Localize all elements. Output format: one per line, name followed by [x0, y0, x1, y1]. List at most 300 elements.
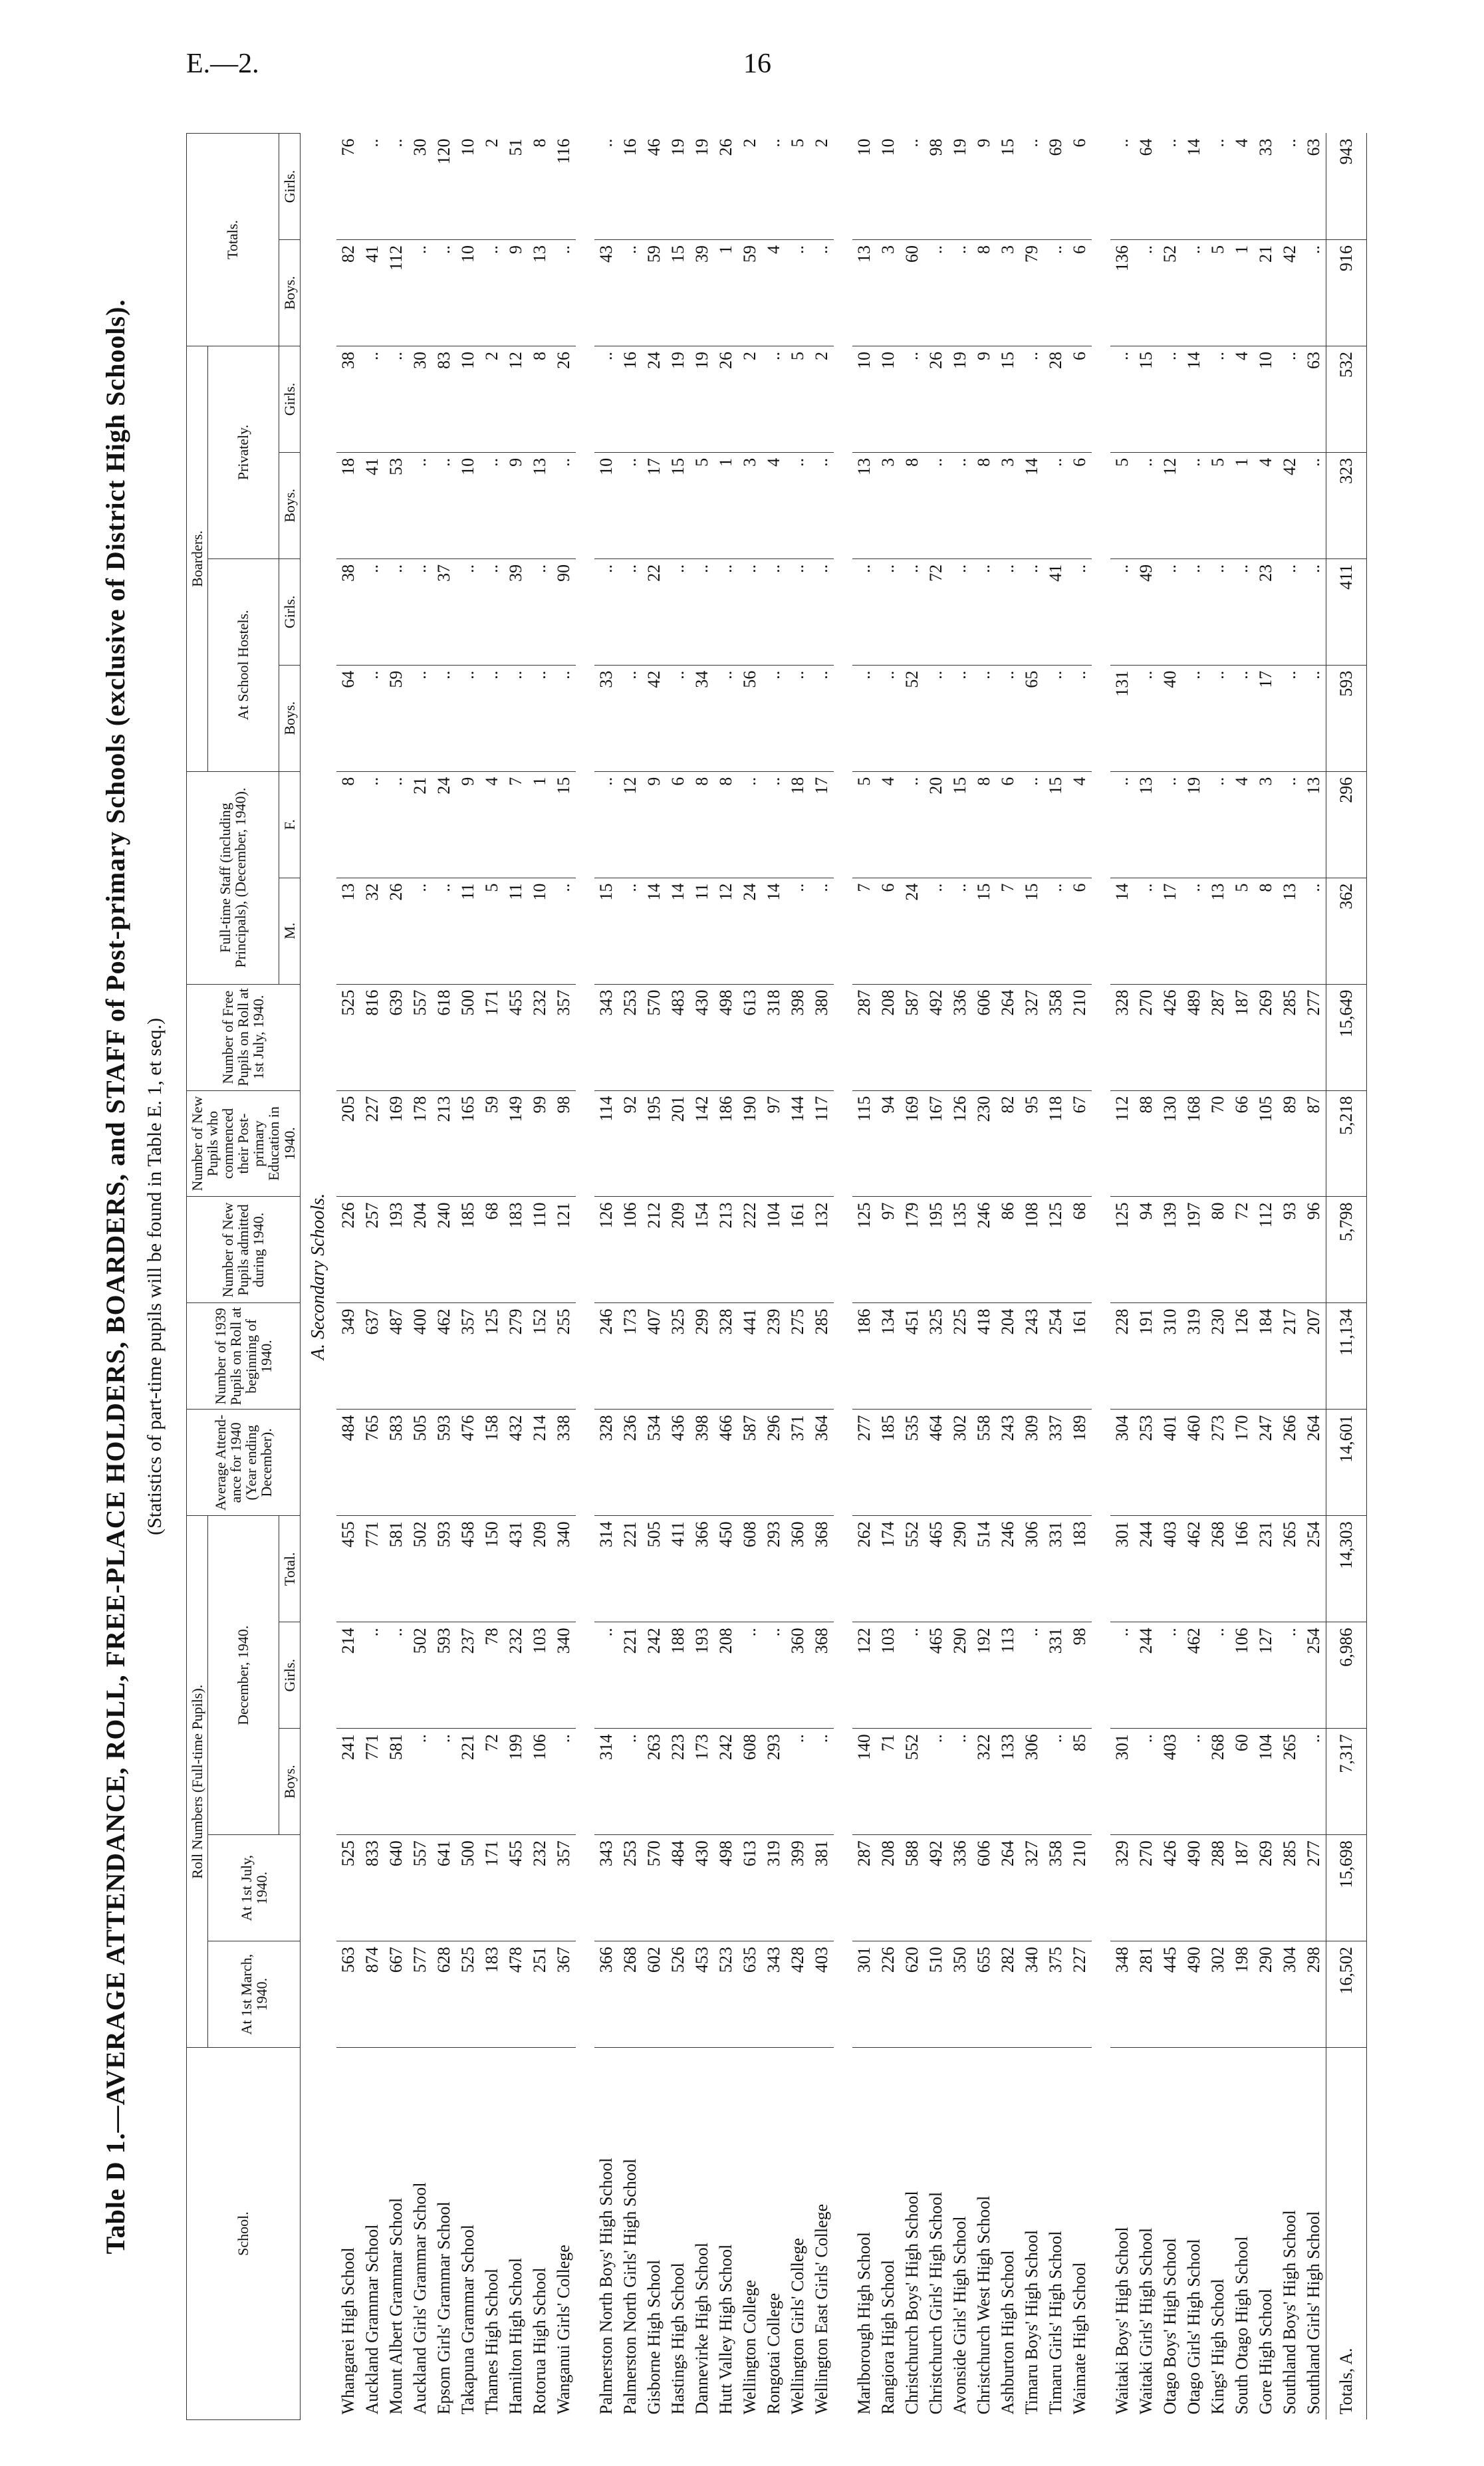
table-cell: 232 [528, 1835, 552, 1941]
table-cell: 125 [480, 1303, 504, 1410]
table-cell: 11 [456, 878, 480, 984]
table-row [432, 134, 456, 2420]
table-cell: .. [480, 665, 504, 771]
table-cell: 431 [504, 1516, 528, 1622]
table-cell: 484 [666, 1835, 690, 1941]
table-row [996, 134, 1020, 2420]
table-cell: 1 [1230, 452, 1254, 558]
table-cell: 11 [690, 878, 714, 984]
table-cell: .. [408, 665, 432, 771]
table-cell: 3 [738, 452, 762, 558]
table-cell: 204 [996, 1303, 1020, 1410]
table-cell: 5 [690, 452, 714, 558]
table-cell: 253 [1134, 1410, 1158, 1516]
table-cell: .. [432, 240, 456, 346]
table-cell: 10 [456, 240, 480, 346]
table-cell: 357 [456, 1303, 480, 1410]
table-cell: 581 [384, 1729, 408, 1835]
table-cell: 15 [996, 134, 1020, 240]
table-row [1044, 134, 1068, 2420]
col-december: December, 1940. [208, 1516, 279, 1835]
table-cell: 602 [642, 1941, 666, 2048]
school-name: Thames High School [481, 2268, 501, 2415]
table-cell: 20 [924, 771, 948, 878]
table-cell: 328 [1110, 984, 1134, 1090]
table-cell: 380 [810, 984, 834, 1090]
table-cell: 209 [666, 1197, 690, 1303]
rotated-table-page [100, 133, 1456, 2420]
table-cell: 113 [996, 1622, 1020, 1729]
table-row [552, 134, 576, 2420]
table-cell: .. [1134, 452, 1158, 558]
table-cell: 9 [642, 771, 666, 878]
table-cell: 130 [1158, 1090, 1182, 1197]
table-cell: .. [1158, 1622, 1182, 1729]
col-totals: Totals. [187, 134, 279, 346]
table-cell: .. [714, 558, 738, 665]
table-cell: 221 [618, 1622, 642, 1729]
table-cell: 635 [738, 1941, 762, 2048]
table-cell: .. [1206, 771, 1230, 878]
table-cell: 139 [1158, 1197, 1182, 1303]
table-cell: 115 [852, 1090, 876, 1197]
table-cell: 319 [1182, 1303, 1206, 1410]
table-cell: 9 [972, 346, 996, 452]
school-name: Wellington Girls' College [787, 2238, 807, 2415]
table-cell: 314 [594, 1729, 618, 1835]
table-cell: 285 [810, 1303, 834, 1410]
table-cell: .. [1110, 1622, 1134, 1729]
table-cell: 2 [738, 346, 762, 452]
table-cell: 277 [1302, 984, 1326, 1090]
table-row [360, 134, 384, 2420]
table-cell: 30 [408, 134, 432, 240]
table-cell: 183 [1068, 1516, 1092, 1622]
table-cell: .. [456, 665, 480, 771]
table-cell: 39 [504, 558, 528, 665]
table-cell: 418 [972, 1303, 996, 1410]
table-cell: .. [360, 346, 384, 452]
table-cell: .. [1044, 452, 1068, 558]
table-cell: 502 [408, 1516, 432, 1622]
table-cell: 126 [948, 1090, 972, 1197]
table-cell: .. [1158, 771, 1182, 878]
table-cell: .. [762, 558, 786, 665]
table-cell: 251 [528, 1941, 552, 2048]
table-cell: 1 [528, 771, 552, 878]
table-row [1230, 134, 1254, 2420]
table-cell: 3 [996, 240, 1020, 346]
table-cell: .. [594, 771, 618, 878]
table-cell: 66 [1230, 1090, 1254, 1197]
table-cell: .. [1302, 558, 1326, 665]
table-cell: 187 [1230, 1835, 1254, 1941]
table-cell: 150 [480, 1516, 504, 1622]
table-cell: 593 [1326, 665, 1366, 771]
table-cell: 210 [1068, 984, 1092, 1090]
table-cell: 195 [642, 1090, 666, 1197]
table-cell: 577 [408, 1941, 432, 2048]
table-cell: 212 [642, 1197, 666, 1303]
table-cell: 458 [456, 1516, 480, 1622]
table-cell: 281 [1134, 1941, 1158, 2048]
table-cell: .. [594, 134, 618, 240]
table-cell: 403 [810, 1941, 834, 2048]
table-cell: 7 [504, 771, 528, 878]
table-cell: 95 [1020, 1090, 1044, 1197]
table-cell: 125 [1110, 1197, 1134, 1303]
table-cell: 277 [1302, 1835, 1326, 1941]
col-avg-attendance: Average Attend-ance for 1940 (Year ending December). [187, 1410, 301, 1516]
table-cell: 403 [1158, 1516, 1182, 1622]
table-cell: 8 [690, 771, 714, 878]
table-cell: 8 [900, 452, 924, 558]
table-cell: .. [432, 452, 456, 558]
table-cell: 51 [504, 134, 528, 240]
table-cell: .. [1020, 558, 1044, 665]
table-cell: .. [786, 240, 810, 346]
table-cell: .. [900, 558, 924, 665]
table-cell: 301 [1110, 1729, 1134, 1835]
table-cell: 523 [714, 1941, 738, 2048]
table-cell: .. [360, 1622, 384, 1729]
table-cell: 606 [972, 984, 996, 1090]
table-cell: 552 [900, 1516, 924, 1622]
school-name: South Otago High School [1231, 2236, 1251, 2415]
table-cell: .. [594, 346, 618, 452]
table-cell: 833 [360, 1835, 384, 1941]
table-cell: 11 [504, 878, 528, 984]
table-cell: 136 [1110, 240, 1134, 346]
table-cell: 628 [432, 1941, 456, 2048]
table-cell: 118 [1044, 1090, 1068, 1197]
table-cell: 268 [1206, 1729, 1230, 1835]
table-cell: 608 [738, 1516, 762, 1622]
table-cell: 79 [1020, 240, 1044, 346]
table-cell: .. [618, 1729, 642, 1835]
table-cell: .. [738, 771, 762, 878]
table-cell: 184 [1254, 1303, 1278, 1410]
table-cell: 28 [1044, 346, 1068, 452]
table-cell: 360 [786, 1622, 810, 1729]
table-cell: 563 [336, 1941, 360, 2048]
table-cell: 89 [1278, 1090, 1302, 1197]
table-cell: 52 [900, 665, 924, 771]
table-cell: 9 [504, 240, 528, 346]
table-cell: 620 [900, 1941, 924, 2048]
table-cell: .. [924, 665, 948, 771]
table-cell: 243 [996, 1410, 1020, 1516]
table-cell: 242 [642, 1622, 666, 1729]
table-cell: 667 [384, 1941, 408, 2048]
table-row [924, 134, 948, 2420]
table-cell: .. [762, 665, 786, 771]
table-cell: .. [924, 1729, 948, 1835]
table-cell: 120 [432, 134, 456, 240]
table-cell: .. [948, 878, 972, 984]
table-cell: 336 [948, 984, 972, 1090]
table-cell: 4 [1254, 452, 1278, 558]
table-cell: .. [786, 878, 810, 984]
table-cell: 78 [480, 1622, 504, 1729]
table-cell: 15 [552, 771, 576, 878]
table-cell: .. [528, 558, 552, 665]
table-cell: 304 [1110, 1410, 1134, 1516]
table-cell: 170 [1230, 1410, 1254, 1516]
table-cell: .. [384, 134, 408, 240]
table-cell: 237 [456, 1622, 480, 1729]
table-cell: 71 [876, 1729, 900, 1835]
table-cell: .. [432, 878, 456, 984]
table-cell: 52 [1158, 240, 1182, 346]
table-cell: 270 [1134, 984, 1158, 1090]
table-cell: 13 [852, 240, 876, 346]
table-cell: 166 [1230, 1516, 1254, 1622]
table-cell: 337 [1044, 1410, 1068, 1516]
table-cell: 526 [666, 1941, 690, 2048]
school-name: Mount Albert Grammar School [386, 2197, 406, 2415]
table-cell: 22 [642, 558, 666, 665]
table-cell: 86 [996, 1197, 1020, 1303]
table-row [738, 134, 762, 2420]
table-cell: 287 [852, 1835, 876, 1941]
table-cell: 16 [618, 134, 642, 240]
table-cell: .. [360, 665, 384, 771]
table-cell: 350 [948, 1941, 972, 2048]
table-cell: 490 [1182, 1835, 1206, 1941]
table-cell: 525 [336, 984, 360, 1090]
table-cell: .. [480, 452, 504, 558]
table-cell: 38 [336, 558, 360, 665]
table-cell: 325 [666, 1303, 690, 1410]
table-cell: 10 [1254, 346, 1278, 452]
table-cell: 14 [642, 878, 666, 984]
table-cell: .. [1110, 134, 1134, 240]
table-cell: 285 [1278, 1835, 1302, 1941]
table-cell: 13 [336, 878, 360, 984]
table-cell: 268 [618, 1941, 642, 2048]
table-cell: 63 [1302, 346, 1326, 452]
table-cell: 505 [642, 1516, 666, 1622]
col-totals-boys: Boys. [279, 240, 300, 346]
table-cell: 207 [1302, 1303, 1326, 1410]
table-cell: 13 [1134, 771, 1158, 878]
table-cell: 6 [1068, 134, 1092, 240]
table-row [1206, 134, 1230, 2420]
table-cell: .. [1278, 1622, 1302, 1729]
col-boarders: Boarders. [187, 346, 208, 771]
table-cell: 4 [1230, 771, 1254, 878]
table-cell: 232 [528, 984, 552, 1090]
table-cell: .. [1068, 558, 1092, 665]
table-cell: 282 [996, 1941, 1020, 2048]
table-cell: 193 [384, 1197, 408, 1303]
table-cell: 4 [762, 240, 786, 346]
school-name: Christchurch West High School [973, 2195, 993, 2415]
table-cell: 500 [456, 984, 480, 1090]
table-cell: 5 [852, 771, 876, 878]
table-cell: 132 [810, 1197, 834, 1303]
table-cell: 288 [1206, 1835, 1230, 1941]
table-cell: 64 [336, 665, 360, 771]
school-name: Whangarei High School [338, 2247, 358, 2415]
table-cell: 436 [666, 1410, 690, 1516]
table-row [528, 134, 552, 2420]
table-cell: 64 [1134, 134, 1158, 240]
table-cell: 327 [1020, 1835, 1044, 1941]
table-cell: 13 [852, 452, 876, 558]
table-cell: 426 [1158, 1835, 1182, 1941]
school-name: Auckland Girls' Grammar School [410, 2182, 430, 2415]
table-row [1158, 134, 1182, 2420]
table-cell: 208 [876, 1835, 900, 1941]
table-cell: .. [552, 452, 576, 558]
table-cell: 227 [360, 1090, 384, 1197]
table-cell: .. [810, 878, 834, 984]
table-cell: 10 [876, 134, 900, 240]
table-cell: 13 [528, 240, 552, 346]
table-cell: 323 [1326, 452, 1366, 558]
table-cell: 192 [972, 1622, 996, 1729]
table-cell: 19 [948, 134, 972, 240]
table-cell: 232 [504, 1622, 528, 1729]
table-cell: 152 [528, 1303, 552, 1410]
table-cell: 98 [1068, 1622, 1092, 1729]
table-cell: 213 [714, 1197, 738, 1303]
table-cell: 41 [360, 452, 384, 558]
table-cell: .. [1206, 558, 1230, 665]
table-cell: 476 [456, 1410, 480, 1516]
table-cell: .. [1182, 878, 1206, 984]
table-cell: .. [618, 665, 642, 771]
table-cell: 2 [810, 346, 834, 452]
table-cell: 103 [528, 1622, 552, 1729]
table-cell: .. [384, 1622, 408, 1729]
school-name: Gisborne High School [644, 2259, 664, 2415]
table-cell: 618 [432, 984, 456, 1090]
table-cell: 197 [1182, 1197, 1206, 1303]
table-cell: 430 [690, 984, 714, 1090]
table-cell: .. [1110, 558, 1134, 665]
table-cell: 558 [972, 1410, 996, 1516]
table-cell: 5 [1206, 240, 1230, 346]
table-cell: 8 [336, 771, 360, 878]
table-cell: 67 [1068, 1090, 1092, 1197]
table-cell: 221 [456, 1729, 480, 1835]
table-cell: .. [594, 1622, 618, 1729]
section-heading: A. Secondary Schools. [307, 1193, 328, 1360]
table-cell: .. [900, 134, 924, 240]
school-name: Wanganui Girls' College [553, 2245, 573, 2415]
table-cell: 487 [384, 1303, 408, 1410]
school-name: Waitaki Boys' High School [1112, 2227, 1132, 2415]
table-cell: 641 [432, 1835, 456, 1941]
table-cell: 328 [594, 1410, 618, 1516]
table-cell: 15 [1044, 771, 1068, 878]
table-cell: 144 [786, 1090, 810, 1197]
table-cell: .. [1068, 665, 1092, 771]
col-dec-boys: Boys. [279, 1729, 300, 1835]
table-cell: 639 [384, 984, 408, 1090]
table-cell: 407 [642, 1303, 666, 1410]
table-cell: 492 [924, 984, 948, 1090]
table-cell: .. [1020, 346, 1044, 452]
table-cell: 165 [456, 1090, 480, 1197]
table-cell: 104 [762, 1197, 786, 1303]
table-cell: 189 [1068, 1410, 1092, 1516]
table-cell: 593 [432, 1516, 456, 1622]
table-cell: 121 [552, 1197, 576, 1303]
table-cell: 14,303 [1326, 1516, 1366, 1622]
table-cell: 277 [852, 1410, 876, 1516]
table-cell: 640 [384, 1835, 408, 1941]
table-cell: 3 [996, 452, 1020, 558]
table-cell: .. [666, 558, 690, 665]
school-name: Timaru Boys' High School [1021, 2230, 1041, 2415]
table-cell: 72 [1230, 1197, 1254, 1303]
table-cell: .. [1182, 665, 1206, 771]
table-cell: 98 [552, 1090, 576, 1197]
table-cell: 60 [1230, 1729, 1254, 1835]
table-cell: 14 [1110, 878, 1134, 984]
table-cell: 327 [1020, 984, 1044, 1090]
table-cell: 122 [852, 1622, 876, 1729]
table-cell: .. [1134, 665, 1158, 771]
table-cell: .. [1278, 346, 1302, 452]
table-body [300, 134, 1366, 2420]
table-cell: 432 [504, 1410, 528, 1516]
table-cell: 466 [714, 1410, 738, 1516]
table-cell: 209 [528, 1516, 552, 1622]
table-cell: 401 [1158, 1410, 1182, 1516]
table-row [852, 134, 876, 2420]
table-cell: 570 [642, 984, 666, 1090]
table-row [1134, 134, 1158, 2420]
table-cell: 455 [504, 1835, 528, 1941]
table-cell: 5,798 [1326, 1197, 1366, 1303]
table-cell: 266 [1278, 1410, 1302, 1516]
table-subtitle: (Statistics of part-time pupils will be found in Table E. 1, et seq.) [144, 1017, 166, 1536]
table-cell: 169 [384, 1090, 408, 1197]
table-title: Table D 1.—AVERAGE ATTENDANCE, ROLL, FREE-PLACE HOLDERS, BOARDERS, and STAFF of Post-primary Schools (exclusive of District High Schools). [100, 299, 130, 2255]
table-cell: 587 [900, 984, 924, 1090]
table-cell: 483 [666, 984, 690, 1090]
table-cell: 6 [1068, 452, 1092, 558]
table-cell: 106 [618, 1197, 642, 1303]
table-cell: 12 [618, 771, 642, 878]
table-cell: .. [948, 240, 972, 346]
school-name: Wellington East Girls' College [811, 2203, 831, 2415]
table-cell: 208 [714, 1622, 738, 1729]
table-cell: .. [762, 134, 786, 240]
table-cell: 230 [1206, 1303, 1230, 1410]
table-cell: 185 [876, 1410, 900, 1516]
table-cell: 5 [480, 878, 504, 984]
table-cell: 17 [810, 771, 834, 878]
table-cell: 557 [408, 984, 432, 1090]
table-cell: 302 [948, 1410, 972, 1516]
table-cell: 112 [384, 240, 408, 346]
table-cell: 287 [852, 984, 876, 1090]
col-at-march: At 1st March, 1940. [208, 1941, 301, 2048]
table-cell: 82 [996, 1090, 1020, 1197]
table-cell: 1 [714, 452, 738, 558]
table-cell: 19 [666, 346, 690, 452]
table-cell: 593 [432, 1410, 456, 1516]
col-hostel-girls: Girls. [279, 558, 300, 665]
table-cell: .. [504, 665, 528, 771]
table-cell: 90 [552, 558, 576, 665]
